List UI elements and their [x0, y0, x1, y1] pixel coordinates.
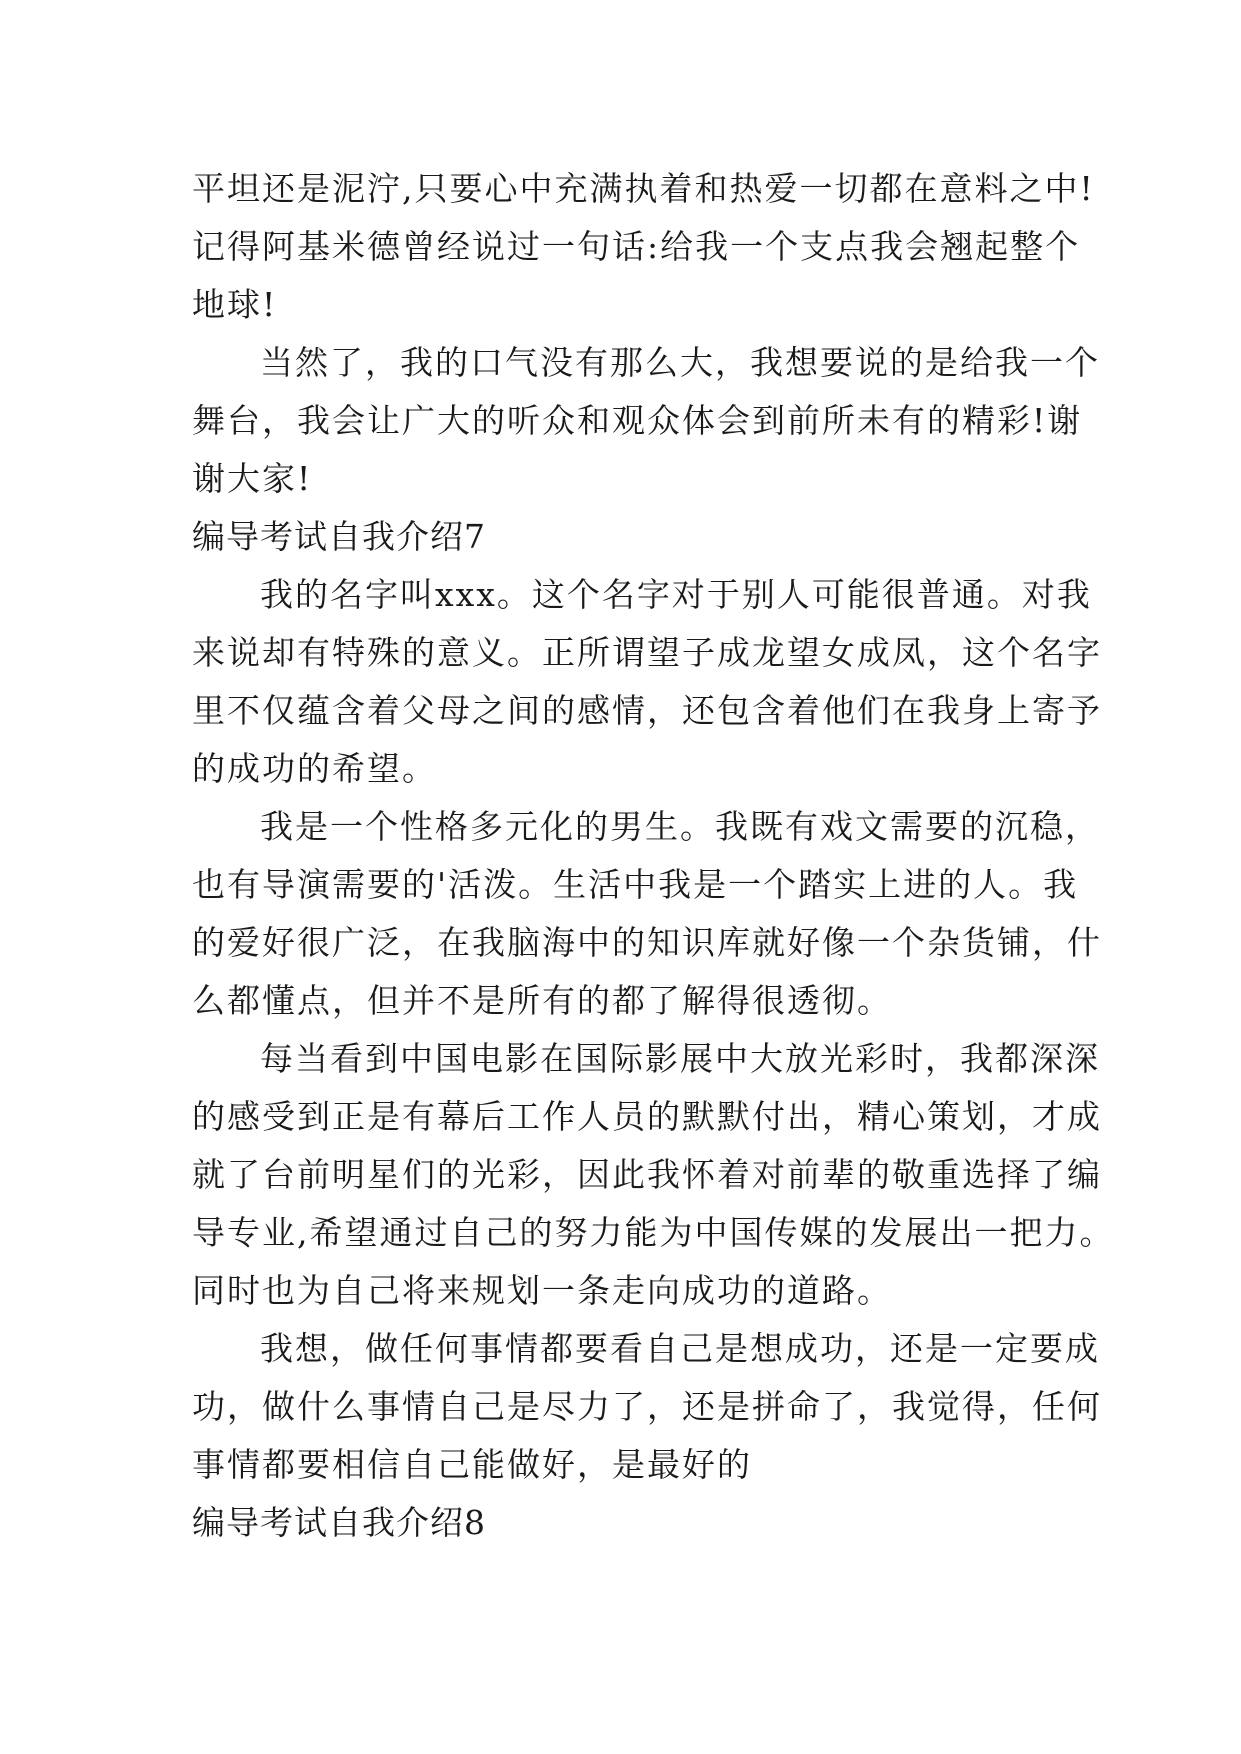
paragraph-line: 么都懂点，但并不是所有的都了解得很透彻。 [192, 981, 892, 1020]
paragraph-line: 就了台前明星们的光彩，因此我怀着对前辈的敬重选择了编 [192, 1155, 1102, 1194]
paragraph-line: 我想，做任何事情都要看自己是想成功，还是一定要成 [260, 1329, 1100, 1368]
paragraph-line: 的感受到正是有幕后工作人员的默默付出，精心策划，才成 [192, 1097, 1102, 1136]
section-heading: 编导考试自我介绍8 [192, 1503, 486, 1542]
paragraph-line: 的爱好很广泛，在我脑海中的知识库就好像一个杂货铺，什 [192, 923, 1102, 962]
paragraph-line: 导专业,希望通过自己的努力能为中国传媒的发展出一把力。 [192, 1213, 1115, 1252]
paragraph-line: 的成功的希望。 [192, 749, 437, 788]
paragraph-line: 平坦还是泥泞,只要心中充满执着和热爱一切都在意料之中! [192, 169, 1095, 208]
document-body [192, 160, 1115, 1552]
paragraph-line: 当然了，我的口气没有那么大，我想要说的是给我一个 [260, 343, 1100, 382]
paragraph-line: 事情都要相信自己能做好，是最好的 [192, 1445, 752, 1484]
paragraph-line: 里不仅蕴含着父母之间的感情，还包含着他们在我身上寄予 [192, 691, 1102, 730]
section-heading: 编导考试自我介绍7 [192, 517, 486, 556]
paragraph-line: 功，做什么事情自己是尽力了，还是拼命了，我觉得，任何 [192, 1387, 1102, 1426]
paragraph-line: 我的名字叫xxx。这个名字对于别人可能很普通。对我 [260, 575, 1092, 614]
paragraph-line: 来说却有特殊的意义。正所谓望子成龙望女成凤，这个名字 [192, 633, 1102, 672]
paragraph-line: 地球! [192, 285, 278, 324]
paragraph-line: 记得阿基米德曾经说过一句话:给我一个支点我会翘起整个 [192, 227, 1081, 266]
paragraph-line: 每当看到中国电影在国际影展中大放光彩时，我都深深 [260, 1039, 1100, 1078]
paragraph-line: 同时也为自己将来规划一条走向成功的道路。 [192, 1271, 892, 1310]
paragraph-line: 我是一个性格多元化的男生。我既有戏文需要的沉稳， [260, 807, 1100, 846]
paragraph-line: 谢大家! [192, 459, 313, 498]
paragraph-line: 也有导演需要的'活泼。生活中我是一个踏实上进的人。我 [192, 865, 1079, 904]
paragraph-line: 舞台，我会让广大的听众和观众体会到前所未有的精彩!谢 [192, 401, 1083, 440]
